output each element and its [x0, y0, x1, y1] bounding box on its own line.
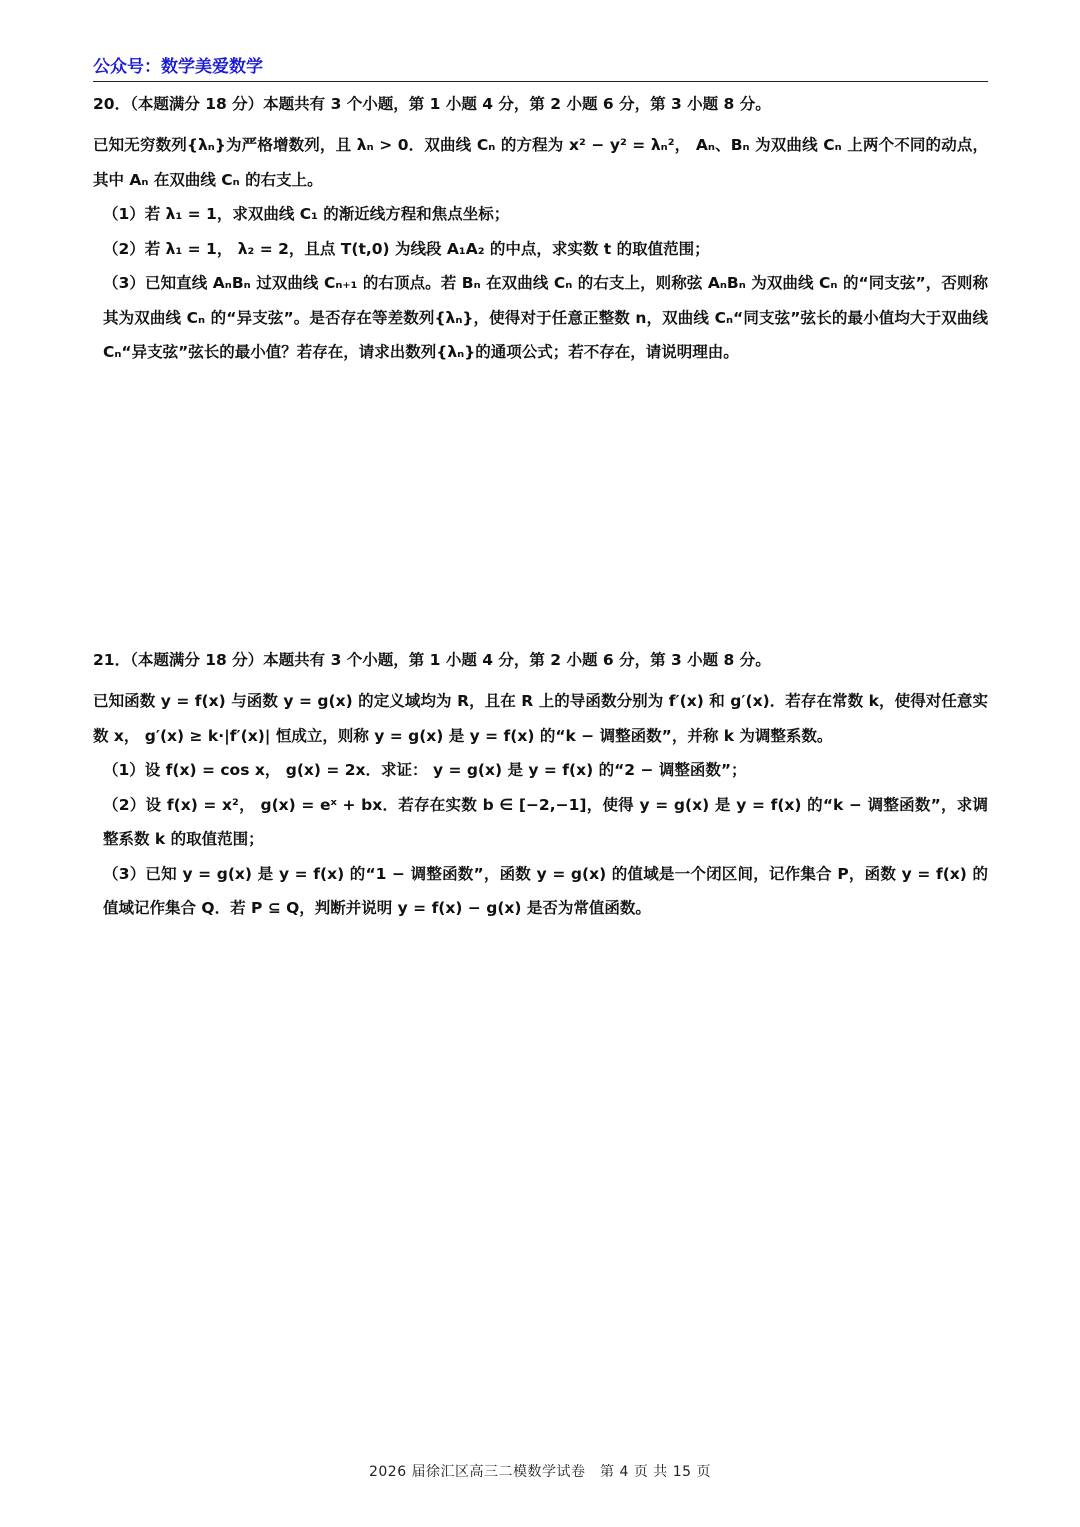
question-21-part-2: （2）设 f(x) = x²， g(x) = eˣ + bx．若存在实数 b ∈ [−2,−1]，使得 y = g(x) 是 y = f(x) 的“k − 调整函数”，求调整系数 k 的取值范围； — [103, 795, 988, 848]
question-20-head: 20．（本题满分 18 分）本题共有 3 个小题，第 1 小题 4 分，第 2 小题 6 分，第 3 小题 8 分。 — [93, 95, 771, 113]
question-21-head: 21．（本题满分 18 分）本题共有 3 个小题，第 1 小题 4 分，第 2 小题 6 分，第 3 小题 8 分。 — [93, 651, 771, 669]
question-20-intro: 已知无穷数列{λₙ}为严格增数列，且 λₙ > 0．双曲线 Cₙ 的方程为 x² − y² = λₙ²， Aₙ、Bₙ 为双曲线 Cₙ 上两个不同的动点，其中 Aₙ 在双曲线 Cₙ 的右支上。 — [93, 136, 988, 189]
header-title: 公众号：数学美爱数学 — [93, 57, 263, 77]
question-20 — [93, 92, 988, 370]
question-21 — [93, 648, 988, 926]
question-21-part-3: （3）已知 y = g(x) 是 y = f(x) 的“1 − 调整函数”，函数 y = g(x) 的值域是一个闭区间，记作集合 P，函数 y = f(x) 的值域记作集合 Q．若 P ⊆ Q，判断并说明 y = f(x) − g(x) 是否为常值函数。 — [103, 864, 988, 917]
page-footer: 2026 届徐汇区高三二模数学试卷 第 4 页 共 15 页 — [368, 1464, 712, 1480]
question-21-intro: 已知函数 y = f(x) 与函数 y = g(x) 的定义域均为 R，且在 R 上的导函数分别为 f′(x) 和 g′(x)．若存在常数 k，使得对任意实数 x， g′(x) ≥ k·|f′(x)| 恒成立，则称 y = g(x) 是 y = f(x) 的“k − 调整函数”，并称 k 为调整系数。 — [93, 692, 988, 745]
question-20-part-1: （1）若 λ₁ = 1，求双曲线 C₁ 的渐近线方程和焦点坐标； — [103, 205, 510, 223]
question-20-part-2: （2）若 λ₁ = 1， λ₂ = 2，且点 T(t,0) 为线段 A₁A₂ 的中点，求实数 t 的取值范围； — [103, 239, 710, 258]
question-20-part-3: （3）已知直线 AₙBₙ 过双曲线 Cₙ₊₁ 的右顶点。若 Bₙ 在双曲线 Cₙ 的右支上，则称弦 AₙBₙ 为双曲线 Cₙ 的“同支弦”，否则称其为双曲线 Cₙ 的“异支弦”。是否存在等差数列{λₙ}，使得对于任意正整数 n，双曲线 Cₙ“同支弦”弦长的最小值均大于双曲线 Cₙ“异支弦”弦长的最小值？若存在，请求出数列{λₙ}的通项公式；若不存在，请说明理由。 — [103, 274, 988, 361]
question-21-part-1: （1）设 f(x) = cos x， g(x) = 2x．求证： y = g(x) 是 y = f(x) 的“2 − 调整函数”； — [103, 761, 747, 779]
page-header — [93, 55, 988, 82]
